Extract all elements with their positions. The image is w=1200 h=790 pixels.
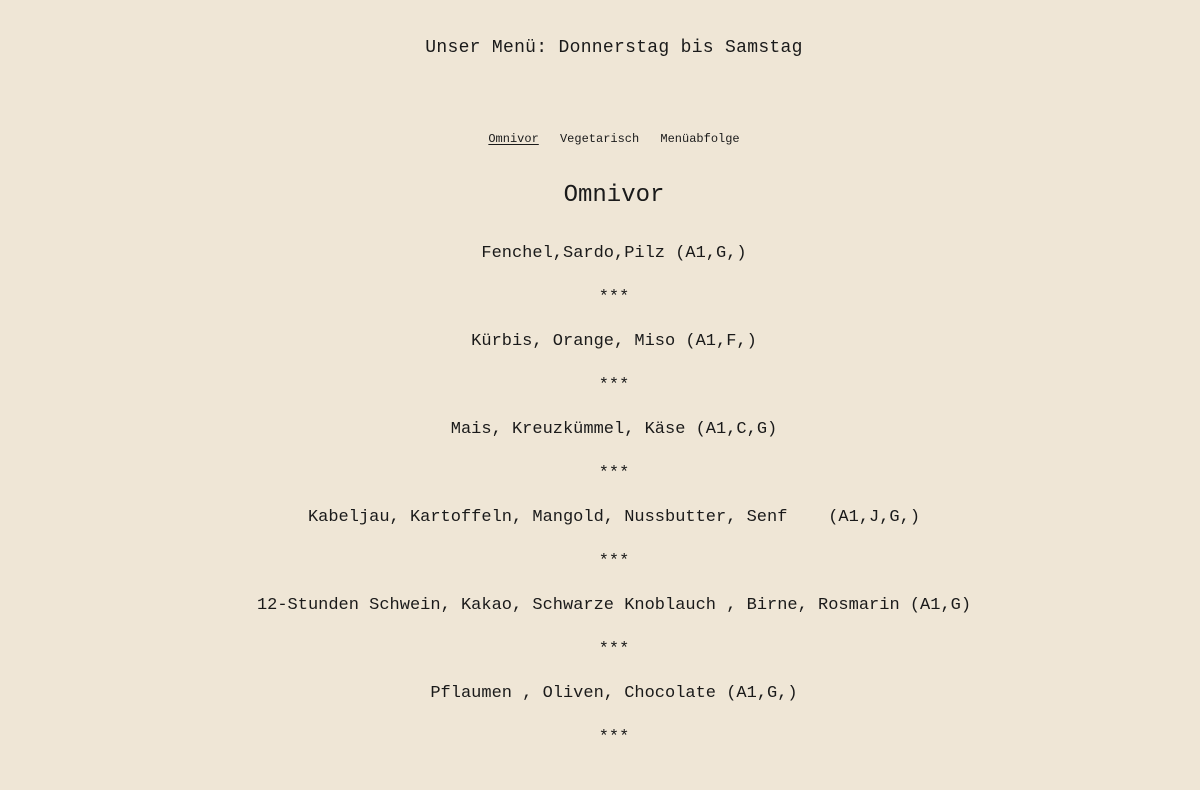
- course-item: Mais, Kreuzkümmel, Käse (A1,C,G): [450, 420, 778, 439]
- course-separator: ***: [598, 288, 630, 307]
- course-item: Pflaumen , Oliven, Chocolate (A1,G,): [430, 684, 798, 703]
- course-item: Fenchel,Sardo,Pilz (A1,G,): [481, 244, 747, 263]
- course-item: 12-Stunden Schwein, Kakao, Schwarze Knoblauch , Birne, Rosmarin (A1,G): [256, 596, 972, 615]
- course-separator: ***: [598, 640, 630, 659]
- menu-tabs: [0, 132, 1200, 146]
- course-item: Kabeljau, Kartoffeln, Mangold, Nussbutter, Senf (A1,J,G,): [307, 508, 921, 527]
- section-title: Omnivor: [563, 182, 665, 209]
- tab-vegetarisch[interactable]: Vegetarisch: [559, 132, 640, 146]
- course-separator: ***: [598, 376, 630, 395]
- course-separator: ***: [598, 728, 630, 747]
- tab-menuabfolge[interactable]: Menüabfolge: [660, 132, 740, 146]
- course-list: [0, 243, 1200, 771]
- course-separator: ***: [598, 464, 630, 483]
- page-title: Unser Menü: Donnerstag bis Samstag: [425, 38, 803, 58]
- course-item: Kürbis, Orange, Miso (A1,F,): [471, 332, 757, 351]
- tab-omnivor[interactable]: Omnivor: [488, 132, 539, 146]
- course-separator: ***: [598, 552, 630, 571]
